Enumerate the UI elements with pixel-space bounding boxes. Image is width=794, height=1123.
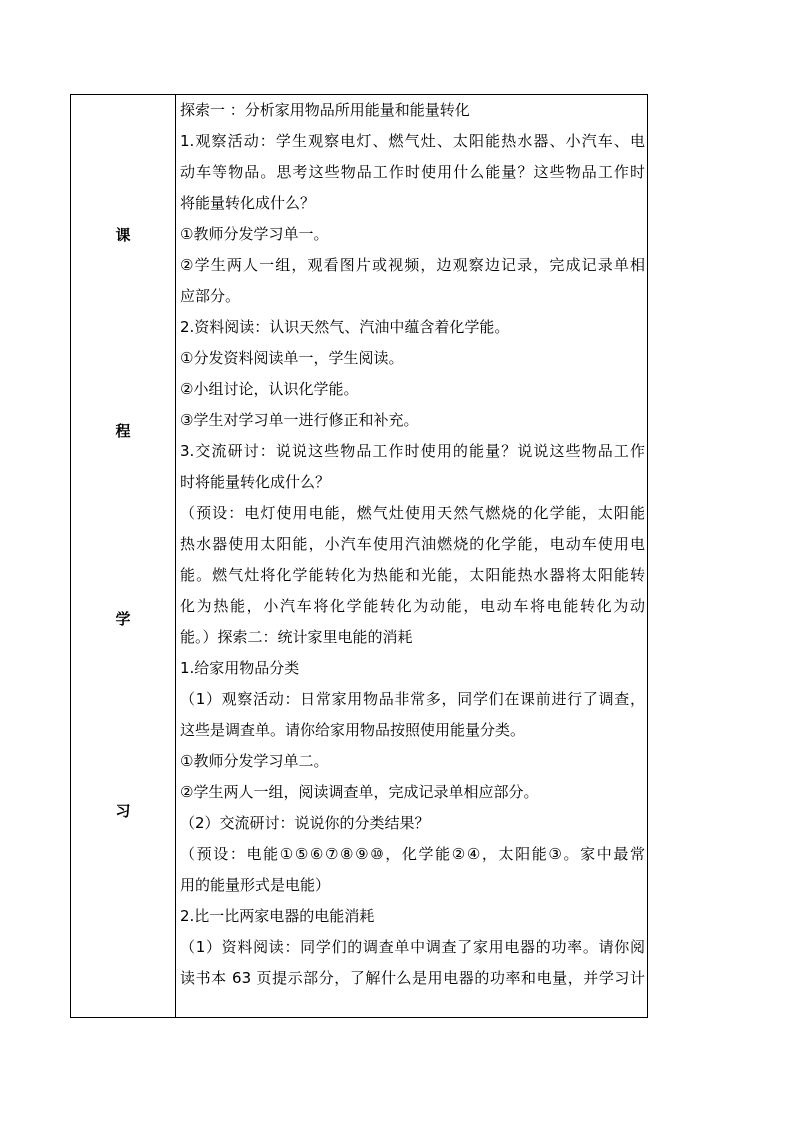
text-line: 能。燃气灶将化学能转化为热能和光能，太阳能热水器将太阳能转	[180, 566, 645, 584]
side-label-char: 课	[115, 226, 131, 244]
lesson-table	[70, 94, 648, 1018]
text-line: 应部分。	[180, 287, 241, 305]
text-line: ③学生对学习单一进行修正和补充。	[180, 411, 419, 429]
content-cell	[176, 95, 648, 1018]
text-line: 3.交流研讨：说说这些物品工作时使用的能量？说说这些物品工作	[180, 442, 645, 460]
side-label-char: 程	[115, 422, 131, 440]
text-line: ②小组讨论，认识化学能。	[180, 380, 359, 398]
text-line: 这些是调查单。请你给家用物品按照使用能量分类。	[180, 721, 526, 739]
side-label-char: 学	[115, 610, 131, 628]
text-line: 1.给家用物品分类	[180, 659, 300, 677]
table-row	[71, 95, 648, 1018]
text-line: ①教师分发学习单二。	[180, 752, 329, 770]
text-line: ①分发资料阅读单一，学生阅读。	[180, 349, 404, 367]
text-line: ②学生两人一组，观看图片或视频，边观察边记录，完成记录单相	[180, 256, 645, 274]
text-line: 2.资料阅读：认识天然气、汽油中蕴含着化学能。	[180, 318, 510, 336]
text-line: 2.比一比两家电器的电能消耗	[180, 907, 375, 925]
text-line: 时将能量转化成什么？	[180, 473, 331, 491]
text-line: ②学生两人一组，阅读调查单，完成记录单相应部分。	[180, 783, 539, 801]
text-line: （1）观察活动：日常家用物品非常多，同学们在课前进行了调查，	[180, 690, 645, 708]
text-line: ①教师分发学习单一。	[180, 225, 329, 243]
text-line: 1.观察活动：学生观察电灯、燃气灶、太阳能热水器、小汽车、电	[180, 132, 645, 150]
text-line: （1）资料阅读：同学们的调查单中调查了家用电器的功率。请你阅	[180, 938, 645, 956]
text-line: （预设：电灯使用电能，燃气灶使用天然气燃烧的化学能，太阳能	[180, 504, 645, 522]
text-line: 读书本 63 页提示部分，了解什么是用电器的功率和电量，并学习计	[180, 969, 645, 987]
text-line: 将能量转化成什么？	[180, 194, 316, 212]
side-label-cell	[71, 95, 176, 1018]
text-line: 能。）探索二：统计家里电能的消耗	[180, 628, 413, 646]
text-line: 用的能量形式是电能）	[180, 876, 331, 894]
text-line: （2）交流研讨：说说你的分类结果？	[180, 814, 430, 832]
text-line: 化为热能，小汽车将化学能转化为动能，电动车将电能转化为动	[180, 597, 645, 615]
side-label-char: 习	[115, 802, 131, 820]
text-line: （预设：电能①⑤⑥⑦⑧⑨⑩，化学能②④，太阳能③。家中最常	[180, 845, 645, 863]
text-line: 热水器使用太阳能，小汽车使用汽油燃烧的化学能，电动车使用电	[180, 535, 645, 553]
lesson-content	[180, 95, 645, 994]
text-line: 动车等物品。思考这些物品工作时使用什么能量？这些物品工作时	[180, 163, 645, 181]
text-line: 探索一 ：分析家用物品所用能量和能量转化	[180, 101, 470, 119]
